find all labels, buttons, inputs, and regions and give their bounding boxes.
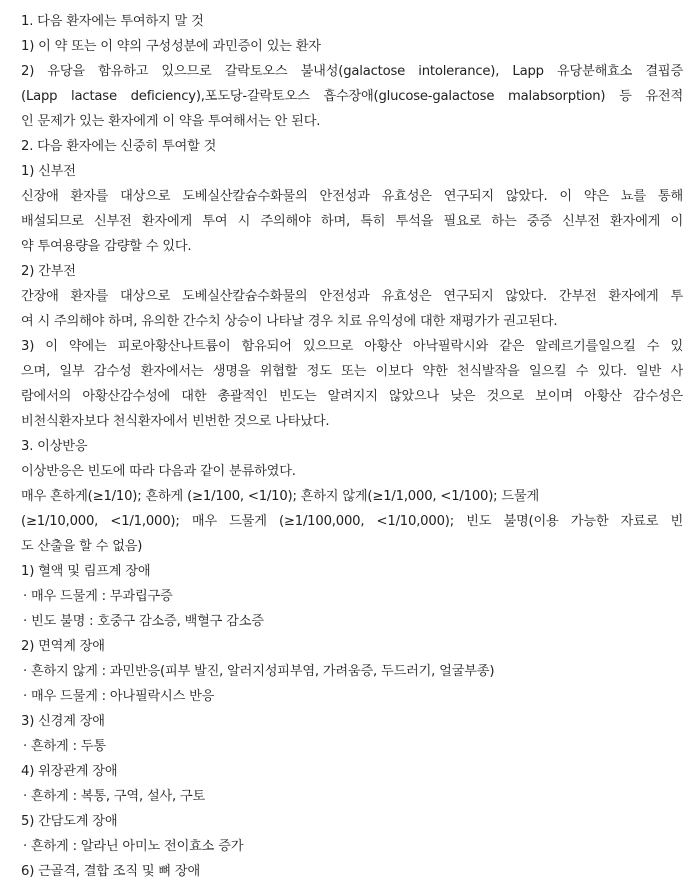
text-line: 2) 간부전: [21, 264, 76, 279]
text-line: 비천식환자보다 천식환자에서 빈번한 것으로 나타났다.: [21, 414, 330, 429]
text-line: 2) 유당을 함유하고 있으므로 갈락토오스 불내성(galactose intolerance), Lapp 유당분해효소 결핍증: [21, 64, 683, 79]
text-line: 간장애 환자를 대상으로 도베실산칼슘수화물의 안전성과 유효성은 연구되지 않았다. 간부전 환자에게 투: [21, 289, 683, 304]
text-line: 1) 혈액 및 림프계 장애: [21, 564, 151, 579]
text-line: 3. 이상반응: [21, 439, 88, 454]
text-line: 1. 다음 환자에는 투여하지 말 것: [21, 14, 204, 29]
text-line: 1) 신부전: [21, 164, 76, 179]
text-line: 6) 근골격, 결합 조직 및 뼈 장애: [21, 864, 201, 879]
text-line: 람에서의 아황산감수성에 대한 총괄적인 빈도는 알려지지 않았으나 낮은 것으로 보이며 아황산 감수성은: [21, 389, 683, 404]
text-line: 이상반응은 빈도에 따라 다음과 같이 분류하였다.: [21, 464, 296, 479]
text-line: 인 문제가 있는 환자에게 이 약을 투여해서는 안 된다.: [21, 114, 321, 129]
text-line: 1) 이 약 또는 이 약의 구성성분에 과민증이 있는 환자: [21, 39, 321, 54]
list-item: · 흔하지 않게 : 과민반응(피부 발진, 알러지성피부염, 가려움증, 두드러기, 얼굴부종): [23, 664, 495, 679]
text-line: 2) 면역계 장애: [21, 639, 105, 654]
text-line: 3) 이 약에는 피로아황산나트륨이 함유되어 있으므로 아황산 아낙필락시와 같은 알레르기를일으킬 수 있: [21, 339, 683, 354]
list-item: · 빈도 불명 : 호중구 감소증, 백혈구 감소증: [23, 614, 264, 629]
text-line: (Lapp lactase deficiency),포도당-갈락토오스 흡수장애(glucose-galactose malabsorption) 등 유전적: [21, 89, 683, 104]
text-line: 신장애 환자를 대상으로 도베실산칼슘수화물의 안전성과 유효성은 연구되지 않았다. 이 약은 뇨를 통해: [21, 189, 683, 204]
document-body: [21, 9, 683, 884]
list-item: · 매우 드물게 : 무과립구증: [23, 589, 173, 604]
text-line: (≥1/10,000, <1/1,000); 매우 드물게 (≥1/100,000, <1/10,000); 빈도 불명(이용 가능한 자료로 빈: [21, 514, 683, 529]
text-line: 4) 위장관계 장애: [21, 764, 118, 779]
text-line: 5) 간담도계 장애: [21, 814, 118, 829]
text-line: 도 산출을 할 수 없음): [21, 539, 143, 554]
text-line: 으며, 일부 감수성 환자에서는 생명을 위협할 정도 또는 이보다 약한 천식발작을 일으킬 수 있다. 일반 사: [21, 364, 683, 379]
text-line: 배설되므로 신부전 환자에게 투여 시 주의해야 하며, 특히 투석을 필요로 하는 중증 신부전 환자에게 이: [21, 214, 683, 229]
text-line: 3) 신경계 장애: [21, 714, 105, 729]
text-line: 여 시 주의해야 하며, 유의한 간수치 상승이 나타날 경우 치료 유익성에 대한 재평가가 권고된다.: [21, 314, 558, 329]
text-line: 2. 다음 환자에는 신중히 투여할 것: [21, 139, 217, 154]
text-line: 매우 흔하게(≥1/10); 흔하게 (≥1/100, <1/10); 흔하지 않게(≥1/1,000, <1/100); 드물게: [21, 489, 540, 504]
list-item: · 흔하게 : 두통: [23, 739, 106, 754]
list-item: · 흔하게 : 복통, 구역, 설사, 구토: [23, 789, 206, 804]
text-line: 약 투여용량을 감량할 수 있다.: [21, 239, 192, 254]
list-item: · 흔하게 : 알라닌 아미노 전이효소 증가: [23, 839, 244, 854]
list-item: · 매우 드물게 : 아나필락시스 반응: [23, 689, 215, 704]
